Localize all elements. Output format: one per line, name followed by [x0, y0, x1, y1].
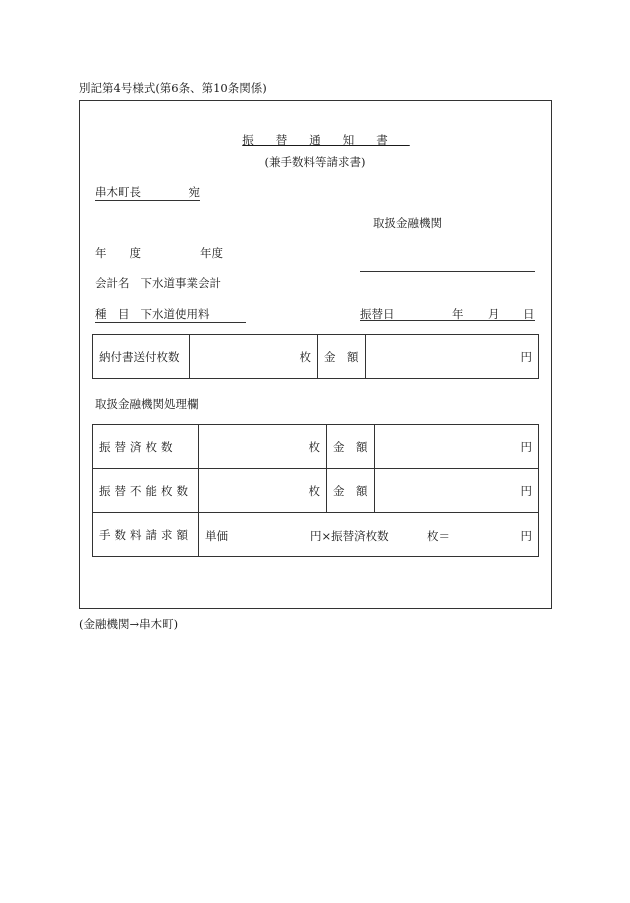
account-value: 下水道事業会計 [140, 276, 221, 290]
signature-line [360, 271, 535, 272]
fee-formula [199, 513, 539, 557]
sending-count-table [92, 334, 539, 379]
count-eq-label: 枚＝ [427, 529, 450, 543]
table-row [93, 425, 539, 469]
transferred-amount-label: 金 額 [327, 425, 375, 469]
yen-times-label: 円×振替済枚数 [310, 529, 389, 543]
institution-label: 取扱金融機関 [373, 216, 442, 230]
transfer-date-month: 月 [488, 307, 500, 321]
table-row [93, 469, 539, 513]
category [95, 306, 246, 323]
category-label: 種 目 [95, 307, 130, 321]
processing-label: 取扱金融機関処理欄 [95, 397, 199, 411]
title [0, 132, 630, 148]
account [95, 275, 221, 291]
form-label: 別記第4号様式(第6条、第10条関係) [79, 81, 267, 95]
sending-count-label: 納付書送付枚数 [93, 335, 190, 379]
failed-count-label: 振替不能枚数 [93, 469, 199, 513]
table-row [93, 335, 539, 379]
fiscal-year-label: 年 度 [95, 246, 141, 260]
addressee-town: 串木町長 [95, 185, 141, 199]
transferred-count-label: 振替済枚数 [93, 425, 199, 469]
transferred-count-unit: 枚 [199, 425, 327, 469]
transferred-amount-unit: 円 [374, 425, 539, 469]
transfer-date-day: 日 [523, 307, 535, 321]
failed-amount-label: 金 額 [327, 469, 375, 513]
subtitle: (兼手数料等請求書) [264, 155, 366, 169]
failed-amount-unit: 円 [374, 469, 539, 513]
title-text: 振替通知書 [242, 133, 410, 147]
processing-table [92, 424, 539, 557]
failed-count-unit: 枚 [199, 469, 327, 513]
fee-yen-label: 円 [520, 529, 532, 543]
addressee-honorific: 宛 [188, 185, 200, 199]
sending-amount-unit: 円 [365, 335, 539, 379]
addressee [95, 184, 200, 201]
sending-count-unit: 枚 [190, 335, 318, 379]
fee-request-label: 手数料請求額 [93, 513, 199, 557]
sending-amount-label: 金 額 [318, 335, 366, 379]
category-value: 下水道使用料 [140, 307, 210, 321]
account-label: 会計名 [95, 276, 130, 290]
fiscal-year-unit: 年度 [200, 246, 223, 260]
unit-price-label: 単価 [205, 529, 228, 543]
table-row [93, 513, 539, 557]
transfer-date [360, 306, 535, 321]
transfer-date-year: 年 [452, 307, 464, 321]
footer-note: (金融機関→串木町) [79, 617, 179, 631]
transfer-date-label: 振替日 [360, 307, 395, 321]
